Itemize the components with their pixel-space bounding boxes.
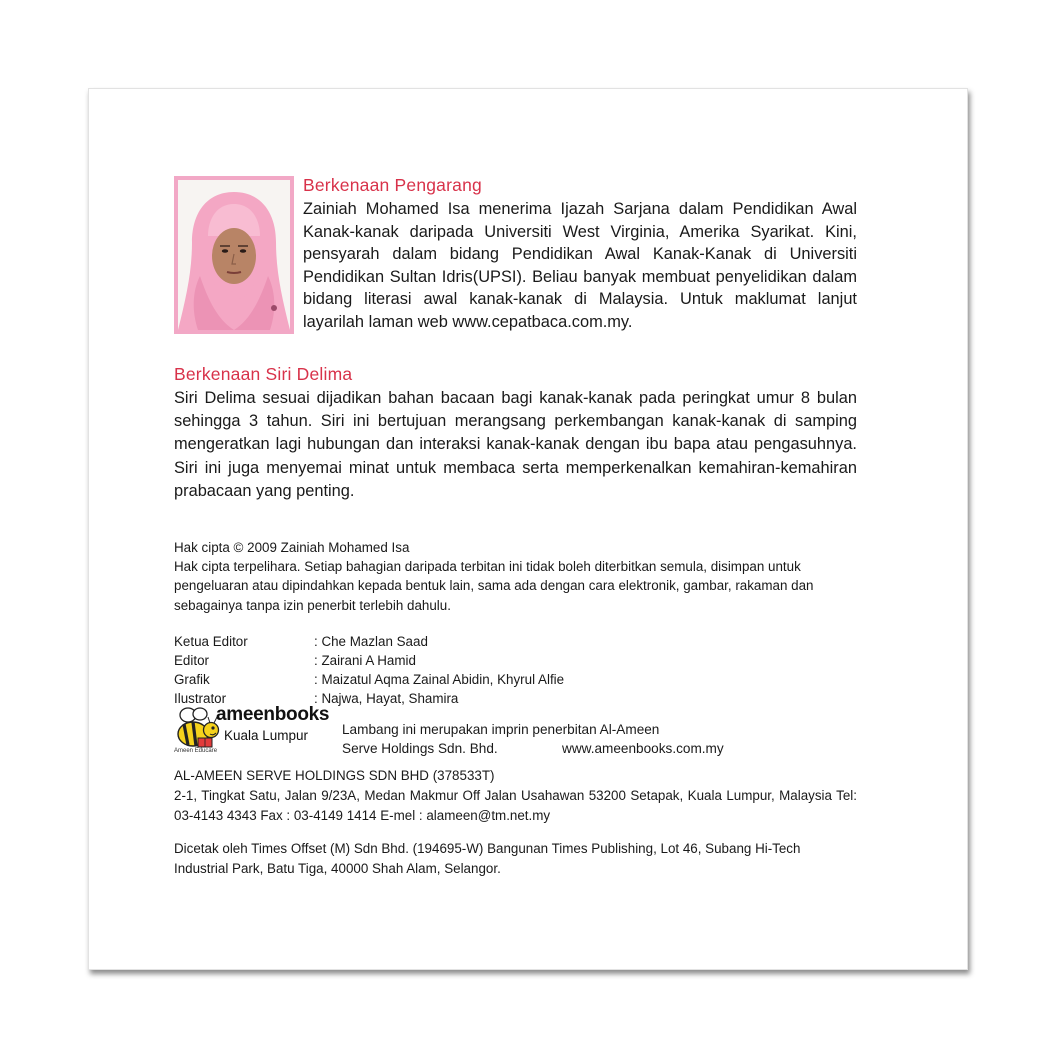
- copyright-line: Hak cipta © 2009 Zainiah Mohamed Isa: [174, 540, 410, 555]
- printer-info: Dicetak oleh Times Offset (M) Sdn Bhd. (194695-W) Bangunan Times Publishing, Lot 46, Subang Hi-Tech Industrial Park, Batu Tiga, 40000 Shah Alam, Selangor.: [174, 841, 801, 876]
- author-photo: [174, 176, 294, 334]
- copyright-notice: Hak cipta terpelihara. Setiap bahagian daripada terbitan ini tidak boleh diterbitkan semula, disimpan untuk pengeluaran atau dipindahkan kepada bentuk lain, sama ada dengan cara elektronik, gambar, rakaman dan sebagainya tanpa izin penerbit terlebih dahulu.: [174, 559, 814, 613]
- series-heading: Berkenaan Siri Delima: [174, 364, 353, 384]
- series-description: Siri Delima sesuai dijadikan bahan bacaan bagi kanak-kanak pada peringkat umur 8 bulan sehingga 3 tahun. Siri ini bertujuan merangsang perkembangan kanak-kanak di samping mengeratkan lagi hubungan dan interaksi kanak-kanak dengan ibu bapa atau pengasuhnya. Siri ini juga menyemai minat untuk membaca serta memperkenalkan kemahiran-kemahiran prabacaan yang penting.: [174, 389, 857, 500]
- publisher-logo: [174, 706, 344, 758]
- imprint-notice: [342, 720, 782, 758]
- credit-row: [174, 651, 564, 670]
- bee-icon: [174, 706, 220, 750]
- credit-role: Ilustrator: [174, 691, 227, 706]
- imprint-website: www.ameenbooks.com.my: [562, 741, 724, 756]
- publisher-address-block: [174, 766, 857, 825]
- author-bio: Zainiah Mohamed Isa menerima Ijazah Sarjana dalam Pendidikan Awal Kanak-kanak daripada Universiti West Virginia, Amerika Syarikat. Kini, pensyarah dalam bidang Pendidikan Awal Kanak-Kanak di Universiti Pendidikan Sultan Idris(UPSI). Beliau banyak membuat penyelidikan dalam bidang literasi awal kanak-kanak di Malaysia. Untuk maklumat lanjut layarilah laman web www.cepatbaca.com.my.: [303, 200, 857, 331]
- credit-role: Editor: [174, 653, 209, 668]
- author-portrait-image: [178, 180, 290, 330]
- credit-name: : Najwa, Hayat, Shamira: [314, 691, 459, 706]
- credit-role: Grafik: [174, 672, 210, 687]
- publisher-address: 2-1, Tingkat Satu, Jalan 9/23A, Medan Makmur Off Jalan Usahawan 53200 Setapak, Kuala Lumpur, Malaysia Tel: 03-4143 4343 Fax : 03-4149 1414 E-mel : alameen@tm.net.my: [174, 787, 857, 823]
- imprint-row: [342, 739, 782, 758]
- logo-tagline: Ameen Educare: [174, 748, 218, 754]
- logo-name: ameenbooks: [216, 704, 330, 725]
- copyright-section: [174, 538, 857, 615]
- credit-name: : Maizatul Aqma Zainal Abidin, Khyrul Alfie: [314, 672, 565, 687]
- credits-list: [174, 632, 564, 708]
- logo-city: Kuala Lumpur: [224, 728, 309, 743]
- credit-name: : Zairani A Hamid: [314, 653, 416, 668]
- credit-row: [174, 632, 564, 651]
- credit-row: [174, 670, 564, 689]
- author-heading: Berkenaan Pengarang: [303, 175, 482, 195]
- imprint-company: Serve Holdings Sdn. Bhd.: [342, 741, 498, 756]
- credit-name: : Che Mazlan Saad: [314, 634, 428, 649]
- imprint-line: Lambang ini merupakan imprin penerbitan Al-Ameen: [342, 722, 660, 737]
- credit-role: Ketua Editor: [174, 634, 248, 649]
- publisher-company: AL-AMEEN SERVE HOLDINGS SDN BHD (378533T): [174, 768, 495, 783]
